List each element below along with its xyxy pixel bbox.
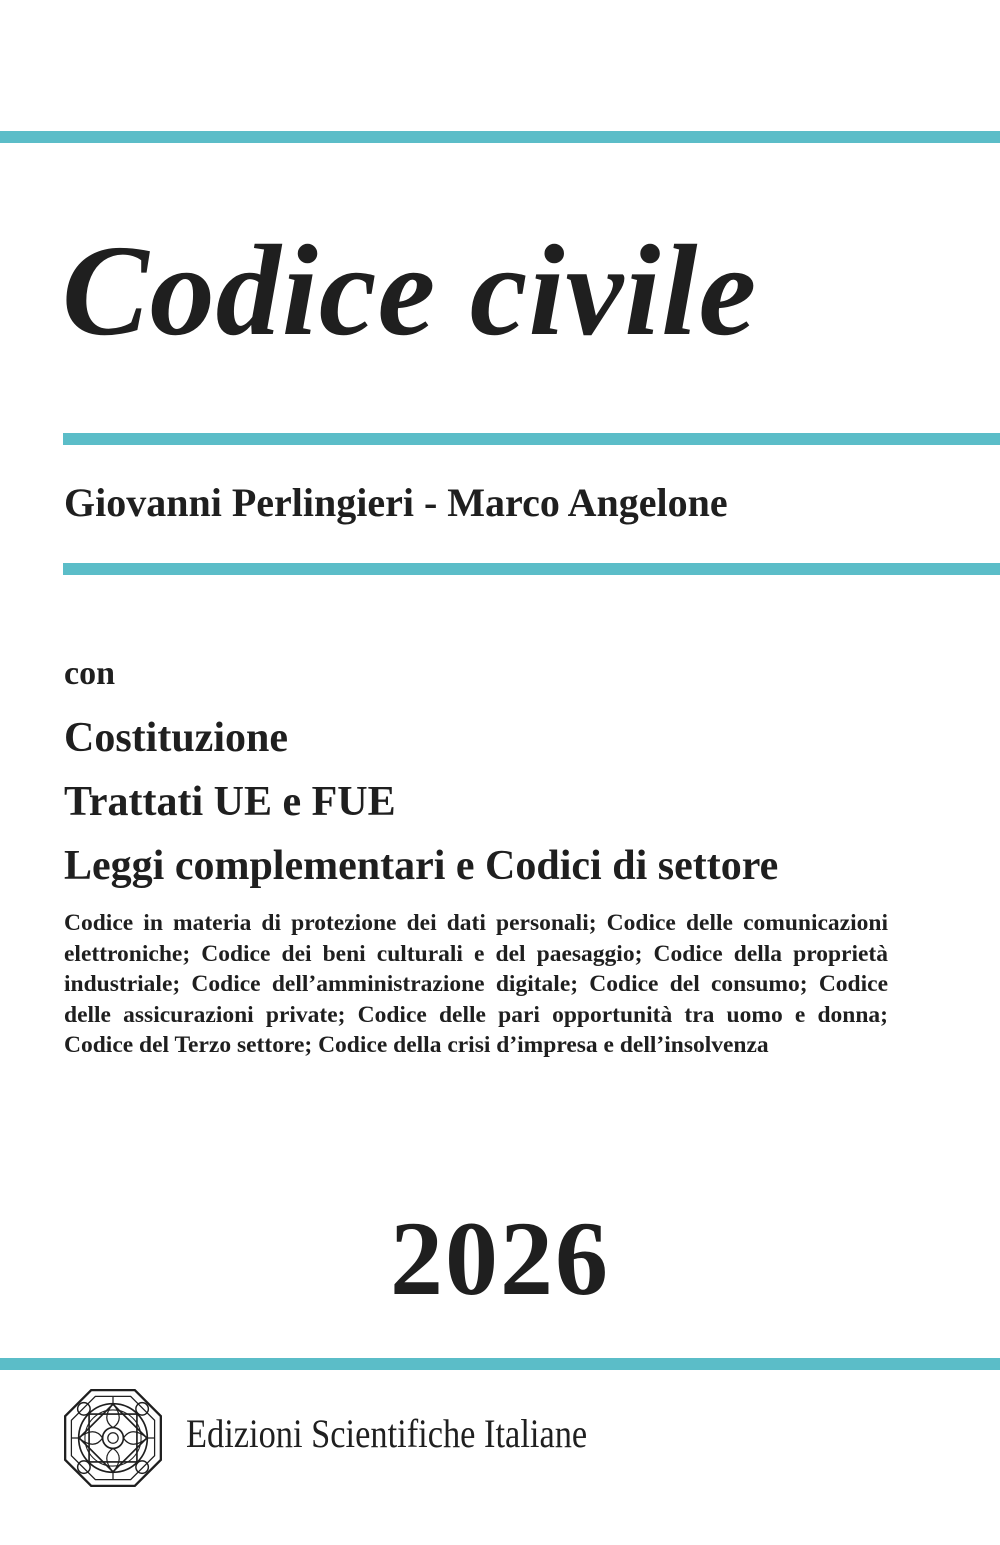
bottom-divider xyxy=(0,1358,1000,1370)
subtitle-list xyxy=(64,706,778,898)
book-title: Codice civile xyxy=(62,219,758,363)
top-divider xyxy=(0,131,1000,143)
authors-divider xyxy=(63,563,1000,575)
subtitle-laws-and-codes: Leggi complementari e Codici di settore xyxy=(64,843,779,889)
with-label: con xyxy=(64,655,115,692)
book-authors: Giovanni Perlingieri - Marco Angelone xyxy=(64,480,728,525)
included-codes-paragraph: Codice in materia di protezione dei dati personali; Codice delle comunicazioni elettroniche; Codice dei beni culturali e del paesaggio; Codice della proprietà industriale; Codice dell’amministrazione digitale; Codice del consumo; Codice delle assicurazioni private; Codice delle pari opportunità tra uomo e donna; Codice del Terzo settore; Codice della crisi d’impresa e dell’insolvenza xyxy=(64,910,888,1058)
edition-year: 2026 xyxy=(390,1200,610,1317)
subtitle-constitution: Costituzione xyxy=(64,715,288,761)
title-divider xyxy=(63,433,1000,445)
publisher-logo-icon xyxy=(61,1386,165,1490)
publisher-name: Edizioni Scientifiche Italiane xyxy=(186,1411,588,1456)
subtitle-eu-treaties: Trattati UE e FUE xyxy=(64,779,396,825)
